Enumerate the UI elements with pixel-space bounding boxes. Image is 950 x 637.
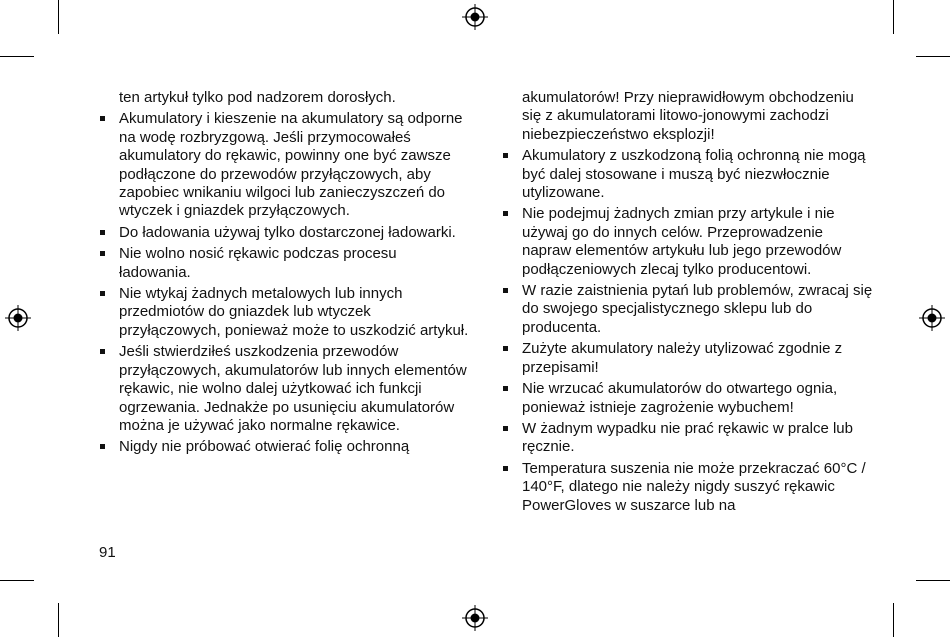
crop-mark-right-top [916, 56, 950, 57]
list-item: Nie wtykaj żadnych metalowych lub innych przedmiotów do gniazdek lub wtyczek przyłączowych, ponieważ może to uszkodzić artykuł. [99, 285, 471, 340]
bullet-icon [100, 230, 105, 235]
bullet-icon [100, 349, 105, 354]
list-item: W razie zaistnienia pytań lub problemów, zwracaj się do swojego specjalistycznego sklepu lub do producenta. [502, 282, 874, 337]
registration-mark-icon [919, 305, 945, 331]
list-item: Nigdy nie próbować otwierać folię ochronną [99, 438, 471, 456]
list-item: Nie wrzucać akumulatorów do otwartego ognia, ponieważ istnieje zagrożenie wybuchem! [502, 380, 874, 417]
crop-mark-left-top [0, 56, 34, 57]
crop-mark-top-left [58, 0, 59, 34]
bullet-icon [100, 116, 105, 121]
page-number: 91 [99, 544, 116, 561]
bullet-icon [100, 251, 105, 256]
bullet-icon [503, 386, 508, 391]
left-column [99, 89, 471, 460]
bullet-icon [503, 153, 508, 158]
list-item: W żadnym wypadku nie prać rękawic w pralce lub ręcznie. [502, 420, 874, 457]
bullet-icon [100, 291, 105, 296]
list-item: Nie wolno nosić rękawic podczas procesu ładowania. [99, 245, 471, 282]
continued-text: ten artykuł tylko pod nadzorem dorosłych. [119, 89, 396, 106]
list-item: Akumulatory i kieszenie na akumulatory są odporne na wodę rozbryzgową. Jeśli przymocowałeś akumulatory do rękawic, powinny one być zawsze podłączone do przewodów przyłączowych, aby zapobiec wnikaniu wilgoci lub zanieczyszczeń do wtyczek i gniazdek przyłączowych. [99, 110, 471, 220]
list-item: Temperatura suszenia nie może przekraczać 60°C / 140°F, dlatego nie należy nigdy suszyć rękawic PowerGloves w suszarce lub na [502, 460, 874, 515]
bullet-icon [503, 426, 508, 431]
bullet-icon [503, 211, 508, 216]
bullet-icon [100, 444, 105, 449]
crop-mark-top-right [893, 0, 894, 34]
registration-mark-icon [462, 605, 488, 631]
bullet-icon [503, 346, 508, 351]
list-item: Akumulatory z uszkodzoną folią ochronną nie mogą być dalej stosowane i muszą być niezwłocznie utylizowane. [502, 147, 874, 202]
list-item: Zużyte akumulatory należy utylizować zgodnie z przepisami! [502, 340, 874, 377]
registration-mark-icon [462, 4, 488, 30]
crop-mark-right-bottom [916, 580, 950, 581]
crop-mark-bottom-right [893, 603, 894, 637]
crop-mark-left-bottom [0, 580, 34, 581]
list-item: Nie podejmuj żadnych zmian przy artykule i nie używaj go do innych celów. Przeprowadzenie napraw elementów artykułu lub jego przewodów podłączeniowych zlecaj tylko producentowi. [502, 205, 874, 279]
bullet-icon [503, 466, 508, 471]
right-column [502, 89, 874, 518]
registration-mark-icon [5, 305, 31, 331]
list-item: Do ładowania używaj tylko dostarczonej ładowarki. [99, 224, 471, 242]
continued-text: akumulatorów! Przy nieprawidłowym obchodzeniu się z akumulatorami litowo-jonowymi zachodzi niebezpieczeństwo eksplozji! [522, 89, 854, 143]
list-item: Jeśli stwierdziłeś uszkodzenia przewodów przyłączowych, akumulatorów lub innych elementów rękawic, nie wolno dalej użytkować ich funkcji ogrzewania. Jednakże po usunięciu akumulatorów można je używać jako normalne rękawice. [99, 343, 471, 435]
bullet-icon [503, 288, 508, 293]
crop-mark-bottom-left [58, 603, 59, 637]
